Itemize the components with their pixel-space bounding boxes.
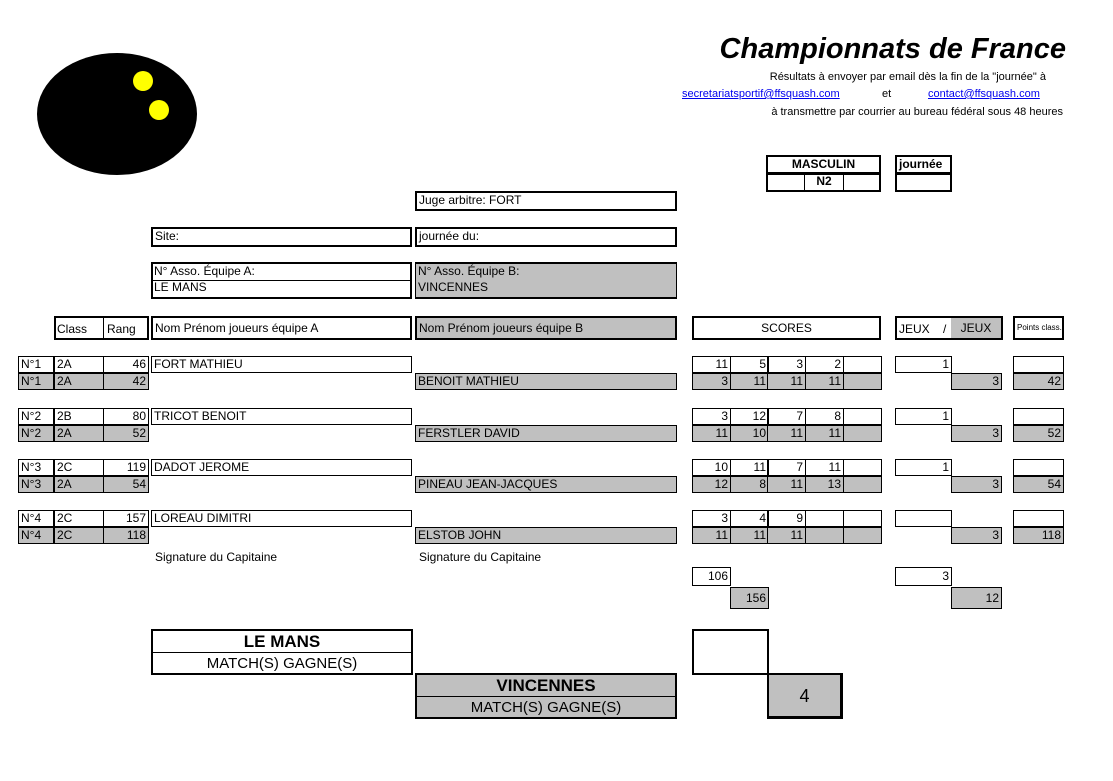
matches-won-b: 4 [767,673,843,719]
journee-label: journée [895,155,952,174]
game-score[interactable]: 11 [692,356,731,373]
game-score[interactable]: 3 [767,356,806,373]
player-a-name[interactable]: DADOT JEROME [151,459,412,476]
player-class: 2A [54,356,104,373]
player-number: N°4 [18,527,54,544]
game-score[interactable] [805,510,844,527]
jeux-a-cell: 1 [895,356,952,373]
player-number: N°3 [18,459,54,476]
signature-a: Signature du Capitaine [155,550,278,564]
player-rang: 52 [103,425,149,442]
rang-header: Rang [107,322,136,336]
game-score[interactable]: 2 [805,356,844,373]
player-b-name[interactable]: PINEAU JEAN-JACQUES [415,476,677,493]
points-a-cell [1013,510,1064,527]
total-jeux-b: 12 [951,587,1002,609]
points-a-cell [1013,356,1064,373]
game-score[interactable]: 4 [730,510,769,527]
player-class: 2A [54,425,104,442]
jeux-b-cell: 3 [951,373,1002,390]
player-class: 2A [54,373,104,390]
player-number: N°1 [18,373,54,390]
player-b-name[interactable]: FERSTLER DAVID [415,425,677,442]
player-number: N°1 [18,356,54,373]
player-rang: 119 [103,459,149,476]
player-rang: 157 [103,510,149,527]
email-link-contact[interactable]: contact@ffsquash.com [928,88,1040,100]
juge-arbitre-field[interactable]: Juge arbitre: FORT [415,191,677,211]
result-team-a-name: LE MANS [153,631,411,653]
result-team-b-name: VINCENNES [417,675,675,697]
game-score[interactable]: 9 [767,510,806,527]
game-score[interactable]: 11 [767,476,806,493]
game-score[interactable]: 10 [730,425,769,442]
game-score[interactable] [843,373,882,390]
game-score[interactable]: 11 [692,425,731,442]
player-class: 2A [54,476,104,493]
player-rang: 54 [103,476,149,493]
yellow-ball-icon [149,100,169,120]
yellow-ball-icon [133,71,153,91]
player-a-name[interactable]: LOREAU DIMITRI [151,510,412,527]
jeux-a-header: JEUX [899,322,930,336]
asso-b-label: N° Asso. Équipe B: [416,264,676,281]
player-rang: 80 [103,408,149,425]
journee-value[interactable] [895,173,952,192]
result-team-b-label: MATCH(S) GAGNE(S) [470,699,622,716]
player-class: 2C [54,510,104,527]
points-b-cell: 52 [1013,425,1064,442]
points-header: Points class. [1013,316,1064,340]
game-score[interactable] [805,527,844,544]
asso-a-label: N° Asso. Équipe A: [152,264,411,281]
game-score[interactable]: 11 [805,373,844,390]
matches-won-a [692,629,769,675]
result-team-b-box [415,673,677,719]
and-text: et [882,88,892,100]
game-score[interactable]: 3 [692,408,731,425]
jeux-b-cell: 3 [951,425,1002,442]
player-rang: 118 [103,527,149,544]
points-a-cell [1013,408,1064,425]
player-a-name[interactable]: TRICOT BENOIT [151,408,412,425]
players-a-header: Nom Prénom joueurs équipe A [151,316,412,340]
points-b-cell: 54 [1013,476,1064,493]
email-link-secretariat[interactable]: secretariatsportif@ffsquash.com [682,88,840,100]
jeux-b-header: JEUX [951,318,1001,338]
game-score[interactable] [843,408,882,425]
game-score[interactable]: 11 [805,459,844,476]
game-score[interactable]: 11 [767,527,806,544]
player-class: 2C [54,459,104,476]
game-score[interactable] [843,356,882,373]
header-divider [103,316,104,340]
mail-instructions: à transmettre par courrier au bureau fédéral sous 48 heures [771,106,1063,118]
player-class: 2C [54,527,104,544]
points-a-cell [1013,459,1064,476]
player-number: N°2 [18,425,54,442]
team-a-name[interactable]: LE MANS [154,280,207,294]
game-score[interactable]: 11 [805,425,844,442]
game-score[interactable]: 11 [730,527,769,544]
game-score[interactable]: 11 [767,425,806,442]
player-class: 2B [54,408,104,425]
game-score[interactable] [843,459,882,476]
total-score-a: 106 [692,567,731,586]
game-score[interactable]: 7 [767,459,806,476]
total-jeux-a: 3 [895,567,952,586]
result-team-a-box [151,629,413,675]
game-score[interactable] [843,527,882,544]
jeux-b-cell: 3 [951,476,1002,493]
players-b-header: Nom Prénom joueurs équipe B [415,316,677,340]
division-label: N2 [804,174,844,191]
game-score[interactable]: 13 [805,476,844,493]
game-score[interactable]: 11 [730,459,769,476]
jeux-a-cell: 1 [895,408,952,425]
class-header: Class [57,322,88,336]
result-team-a-label: MATCH(S) GAGNE(S) [206,655,358,672]
total-score-b: 156 [730,587,769,609]
game-score[interactable] [843,510,882,527]
game-score[interactable]: 11 [730,373,769,390]
player-rang: 42 [103,373,149,390]
instructions-line: Résultats à envoyer par email dès la fin de la "journée" à [769,71,1046,83]
signature-b: Signature du Capitaine [419,550,542,564]
scores-header: SCORES [692,316,881,340]
game-score[interactable]: 3 [692,510,731,527]
game-score[interactable]: 7 [767,408,806,425]
squash-logo [37,53,197,175]
points-b-cell: 118 [1013,527,1064,544]
game-score[interactable]: 11 [767,373,806,390]
player-number: N°2 [18,408,54,425]
game-score[interactable]: 11 [692,527,731,544]
category-label: MASCULIN [766,155,881,174]
game-score[interactable]: 3 [692,373,731,390]
site-field[interactable]: Site: [151,227,412,247]
jeux-a-cell: 1 [895,459,952,476]
game-score[interactable]: 12 [692,476,731,493]
player-b-name[interactable]: BENOIT MATHIEU [415,373,677,390]
player-number: N°4 [18,510,54,527]
player-number: N°3 [18,476,54,493]
game-score[interactable]: 12 [730,408,769,425]
page-title: Championnats de France [719,33,1066,65]
game-score[interactable]: 8 [730,476,769,493]
player-b-name[interactable]: ELSTOB JOHN [415,527,677,544]
points-b-cell: 42 [1013,373,1064,390]
game-score[interactable]: 10 [692,459,731,476]
game-score[interactable]: 5 [730,356,769,373]
game-score[interactable] [843,425,882,442]
journee-du-field[interactable]: journée du: [415,227,677,247]
jeux-slash: / [943,322,947,336]
player-rang: 46 [103,356,149,373]
jeux-a-cell [895,510,952,527]
jeux-b-cell: 3 [951,527,1002,544]
team-b-name[interactable]: VINCENNES [416,280,676,297]
game-score[interactable]: 8 [805,408,844,425]
game-score[interactable] [843,476,882,493]
player-a-name[interactable]: FORT MATHIEU [151,356,412,373]
